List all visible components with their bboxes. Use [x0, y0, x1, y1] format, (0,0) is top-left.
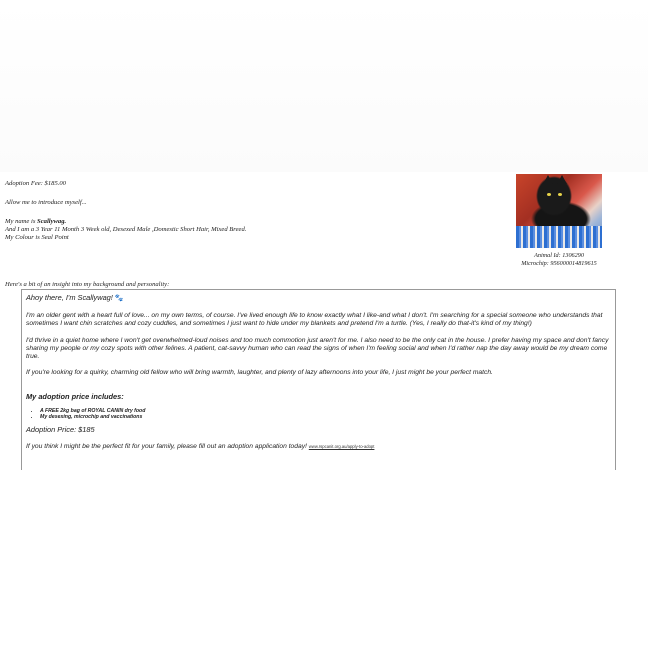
- cat-photo: [516, 174, 602, 248]
- list-item: • My desexing, microchip and vaccinations: [40, 414, 611, 420]
- includes-list: [26, 408, 611, 421]
- name-line: [5, 218, 66, 226]
- apply-link[interactable]: www.rspcanit.org.au/apply-to-adopt: [308, 443, 375, 449]
- colour-line: My Colour is Seal Point: [5, 234, 69, 241]
- animal-id: Animal Id: 1306290: [534, 252, 584, 259]
- greeting: [26, 294, 611, 303]
- paw-icon: 🐾: [114, 295, 124, 302]
- insight-line: Here's a bit of an insight into my background and personality:: [5, 281, 170, 288]
- price-heading: My adoption price includes:: [26, 392, 124, 402]
- details-line: And I am a 3 Year 11 Month 3 Week old, Desexed Male ,Domestic Short Hair, Mixed Breed.: [5, 226, 247, 233]
- bio-box: [21, 289, 616, 470]
- bio-paragraph-2: I'd thrive in a quiet home where I won't get overwhelmed-loud noises and too much commotion just aren't for me. I also need to be the only cat in the house. I prefer having my space and don't fancy sharing my people or my cozy spots with other felines. A patient, cat-savvy human who can read the signs of when I'm feeling social and when I'd rather nap the day away would be my dream come true.: [26, 336, 609, 361]
- name-prefix: My name is: [5, 218, 38, 225]
- bio-paragraph-3: If you're looking for a quirky, charming old fellow who will bring warmth, laughter, and plenty of lazy afternoons into your life, I just might be your perfect match.: [26, 369, 493, 377]
- animal-ids: [516, 252, 602, 267]
- list-item: • A FREE 2kg bag of ROYAL CANIN dry food: [40, 408, 611, 414]
- adoption-fee: Adoption Fee: $185.00: [5, 180, 66, 187]
- blank-header-area: [0, 0, 648, 172]
- closing-text: If you think I might be the perfect fit for your family, please fill out an adoption application today!: [26, 442, 307, 450]
- pet-name: Scallywag.: [37, 218, 67, 225]
- greeting-text: Ahoy there, I'm Scallywag!: [26, 293, 113, 302]
- adoption-price: Adoption Price: $185: [26, 425, 95, 435]
- intro-text: Allow me to introduce myself...: [5, 199, 87, 206]
- closing-line: [26, 443, 611, 451]
- bio-content: [26, 294, 611, 459]
- microchip-id: Microchip: 956000014819615: [521, 259, 597, 267]
- bio-paragraph-1: I'm an older gent with a heart full of love... on my own terms, of course. I've lived enough life to know exactly what I like-and what I don't. I'm searching for a special someone who understands that sometimes I want chin scratches and cozy cuddles, and sometimes I just want to hide under my blankets and pretend I'm a turtle. (Yes, I really do that-it's kind of my thing!): [26, 312, 603, 328]
